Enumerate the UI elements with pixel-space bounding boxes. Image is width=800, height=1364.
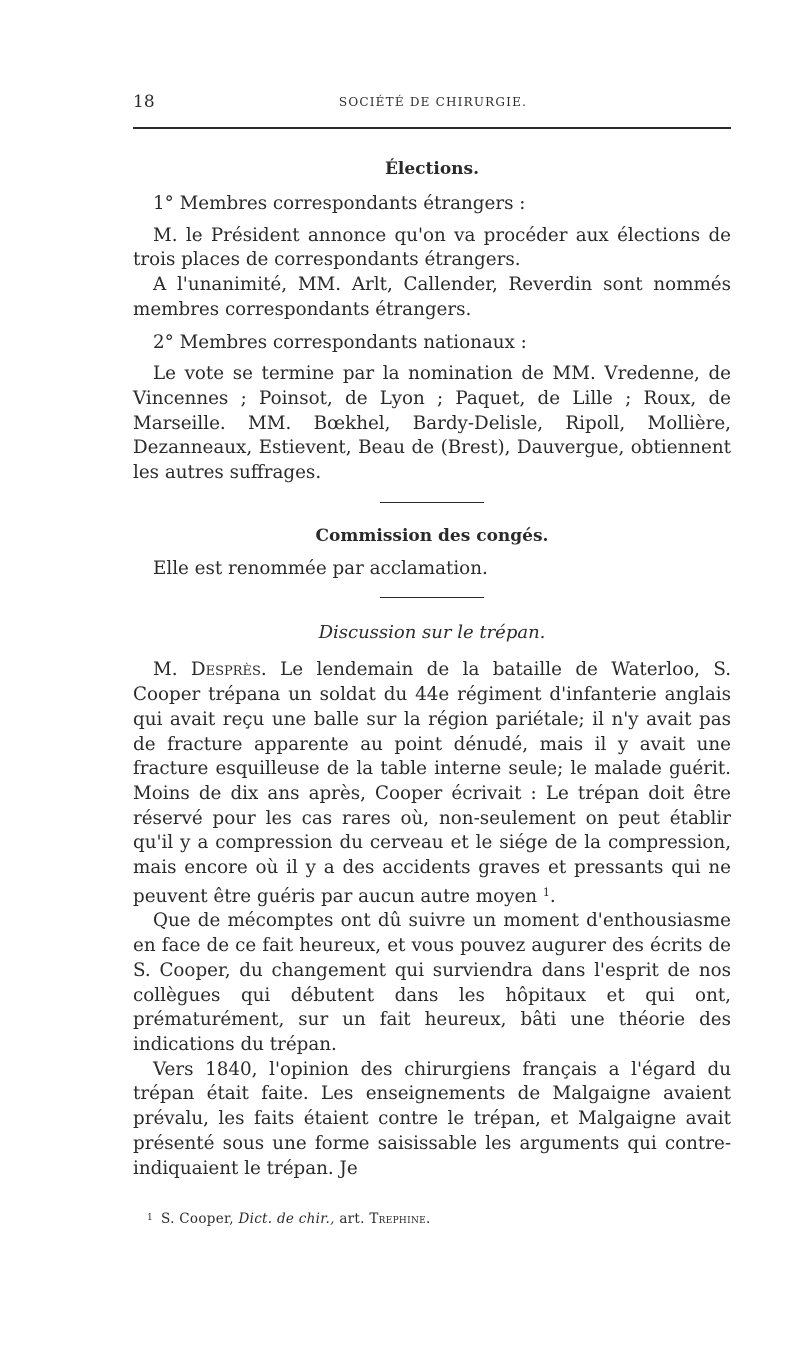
- item1-paragraph-1: M. le Président annonce qu'on va procéder aux élections de trois places de correspondants étrangers.: [133, 224, 731, 271]
- page-header: [133, 92, 733, 114]
- section-separator-1: [380, 502, 484, 503]
- footnote-reference: 1: [542, 885, 550, 899]
- conges-heading: Commission des congés.: [315, 525, 549, 546]
- section-separator-2: [380, 597, 484, 598]
- item1-paragraph-2: A l'unanimité, MM. Arlt, Callender, Reverdin sont nommés membres correspondants étrangers.: [133, 274, 731, 320]
- footnote-author: S. Cooper,: [161, 1211, 234, 1227]
- body-text: [133, 154, 731, 1181]
- conges-paragraph: Elle est renommée par acclamation.: [153, 557, 488, 579]
- item1-heading: 1° Membres correspondants étrangers :: [153, 193, 526, 214]
- page-number: 18: [133, 92, 155, 112]
- speaker-name: M. Desprès.: [153, 659, 267, 681]
- running-head: SOCIÉTÉ DE CHIRURGIE.: [338, 95, 528, 109]
- footnote-entry: Trephine.: [369, 1211, 431, 1227]
- item2-heading: 2° Membres correspondants nationaux :: [153, 331, 527, 353]
- item2-paragraph: Le vote se termine par la nomination de MM. Vredenne, de Vincennes ; Poinsot, de Lyon ; Paquet, de Lille ; Roux, de Marseille. MM. Bœkhel, Bardy-Delisle, Ripoll, Mollière, Dezanneaux, Estievent, Beau de (Brest), Dauvergue, obtiennent les autres suffrages.: [133, 363, 731, 484]
- footnote: [147, 1211, 431, 1227]
- footnote-art: art.: [339, 1211, 365, 1227]
- footnote-work: Dict. de chir.,: [238, 1211, 335, 1227]
- discussion-paragraph-1: M. Desprès. Le lendemain de la bataille de Waterloo, S. Cooper trépana un soldat du 44e régiment d'infanterie anglais qui avait reçu une balle sur la région pariétale; il n'y avait pas de fracture apparente au point dénudé, mais il y avait une fracture esquilleuse de la table interne seule; le malade guérit. Moins de dix ans après, Cooper écrivait : Le trépan doit être réservé pour les cas rares où, non-seulement on peut établir qu'il y a compression du cerveau et le siége de la compression, mais encore où il y a des accidents graves et pressants qui ne peuvent être guéris par aucun autre moyen $^1$.: [133, 659, 731, 907]
- discussion-paragraph-3: Vers 1840, l'opinion des chirurgiens français a l'égard du trépan était faite. Les enseignements de Malgaigne avaient prévalu, les faits étaient contre le trépan, et Malgaigne avait présenté sous une forme saisissable les arguments qui contre-indiquaient le trépan. Je: [133, 1058, 731, 1179]
- elections-heading: Élections.: [384, 159, 480, 179]
- footnote-mark: 1: [147, 1213, 154, 1223]
- discussion-heading: Discussion sur le trépan.: [318, 622, 546, 644]
- discussion-paragraph-2: Que de mécomptes ont dû suivre un moment d'enthousiasme en face de ce fait heureux, et vous pouvez augurer des écrits de S. Cooper, du changement qui surviendra dans l'esprit de nos collègues qui débutent dans les hôpitaux et qui ont, prématurément, sur un fait heureux, bâti une théorie des indications du trépan.: [133, 910, 731, 1055]
- discussion-paragraph-1-text: Le lendemain de la bataille de Waterloo, S. Cooper trépana un soldat du 44e régiment d'infanterie anglais qui avait reçu une balle sur la région pariétale; il n'y avait pas de fracture apparente au point dénudé, mais il y avait une fracture esquilleuse de la table interne seule; le malade guérit. Moins de dix ans après, Cooper écrivait : Le trépan doit être réservé pour les cas rares où, non-seulement on peut établir qu'il y a compression du cerveau et le siége de la compression, mais encore où il y a des accidents graves et pressants qui ne peuvent être guéris par aucun autre moyen: [133, 659, 731, 907]
- header-rule: [133, 127, 731, 129]
